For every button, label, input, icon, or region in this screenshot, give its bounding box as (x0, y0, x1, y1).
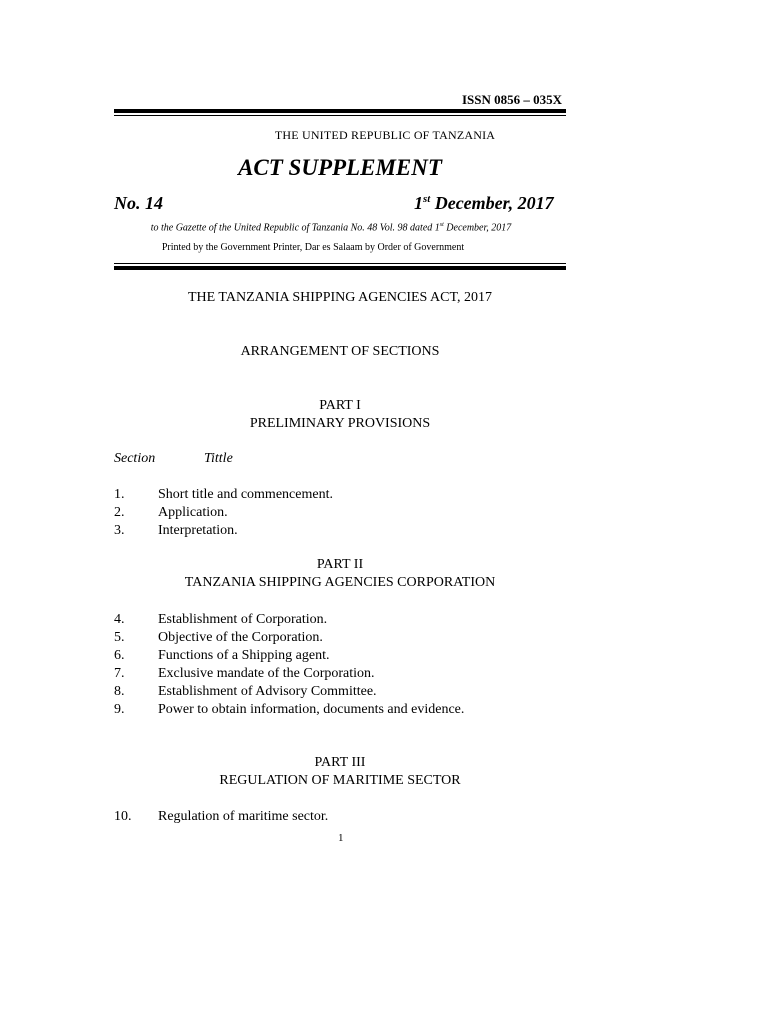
supplement-number: No. 14 (114, 193, 163, 213)
section-number: 1. (114, 487, 125, 502)
section-number: 3. (114, 523, 125, 538)
act-title: THE TANZANIA SHIPPING AGENCIES ACT, 2017 (187, 290, 493, 305)
section-number: 8. (114, 684, 125, 699)
act-supplement-heading: ACT SUPPLEMENT (238, 155, 442, 180)
arrangement-heading: ARRANGEMENT OF SECTIONS (240, 344, 440, 359)
part-number: PART II (316, 557, 364, 572)
section-number: 2. (114, 505, 125, 520)
top-thin-rule (114, 115, 566, 116)
gazette-reference: to the Gazette of the United Republic of Tanzania No. 48 Vol. 98 dated 1st December, 2017 (150, 222, 512, 234)
supplement-date: 1st December, 2017 (414, 193, 554, 213)
section-title: Short title and commencement. (158, 487, 333, 502)
part-number: PART I (319, 398, 361, 413)
section-number: 5. (114, 630, 125, 645)
issn-label: ISSN 0856 – 035X (462, 92, 563, 107)
section-number: 4. (114, 612, 125, 627)
part-name: REGULATION OF MARITIME SECTOR (219, 773, 461, 788)
middle-thin-rule (114, 263, 566, 264)
section-number: 10. (114, 809, 132, 824)
page-number: 1 (338, 832, 344, 844)
section-title: Regulation of maritime sector. (158, 809, 329, 824)
section-number: 6. (114, 648, 125, 663)
section-number: 9. (114, 702, 125, 717)
part-name: PRELIMINARY PROVISIONS (249, 416, 431, 431)
section-title: Interpretation. (158, 523, 238, 538)
section-title: Establishment of Corporation. (158, 612, 328, 627)
part-number: PART III (314, 755, 366, 770)
top-thick-rule (114, 109, 566, 113)
printer-note: Printed by the Government Printer, Dar es Salaam by Order of Government (161, 242, 465, 253)
section-column-header: Section (114, 451, 156, 466)
section-number: 7. (114, 666, 125, 681)
section-title: Objective of the Corporation. (158, 630, 323, 645)
middle-thick-rule (114, 266, 566, 270)
republic-heading: THE UNITED REPUBLIC OF TANZANIA (274, 128, 496, 142)
section-title: Power to obtain information, documents and evidence. (158, 702, 465, 717)
part-name: TANZANIA SHIPPING AGENCIES CORPORATION (184, 575, 496, 590)
section-title: Functions of a Shipping agent. (158, 648, 330, 663)
section-title: Establishment of Advisory Committee. (158, 684, 377, 699)
section-title: Application. (158, 505, 228, 520)
section-title: Exclusive mandate of the Corporation. (158, 666, 375, 681)
title-column-header: Tittle (204, 451, 233, 466)
